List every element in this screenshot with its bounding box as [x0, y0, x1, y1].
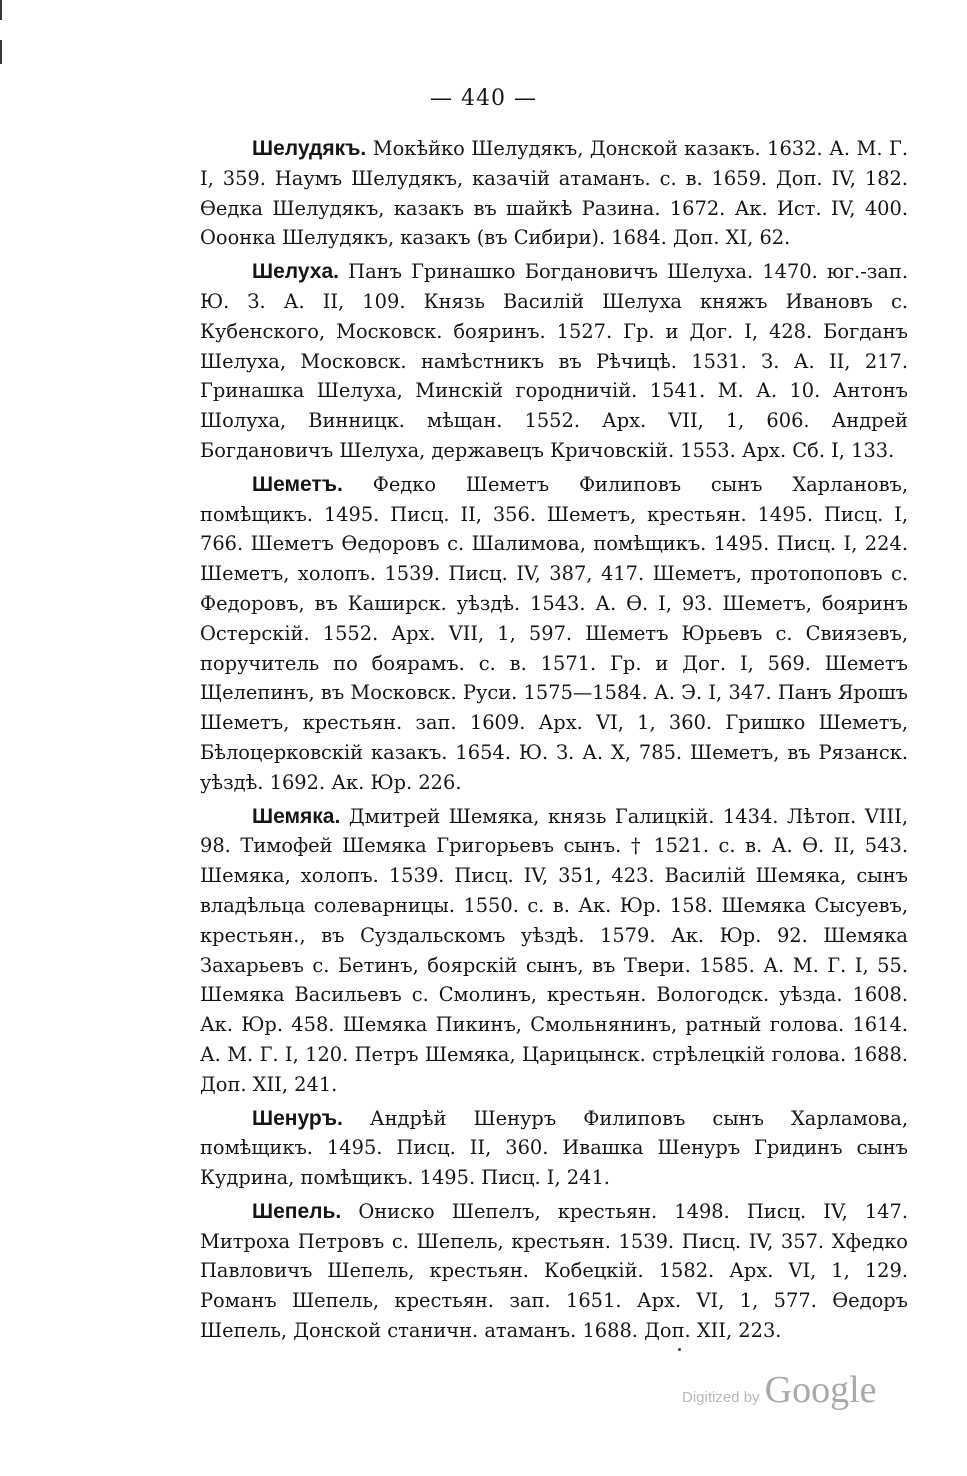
dictionary-entries [200, 134, 908, 1350]
entry-headword: Шенуръ. [252, 1106, 343, 1130]
watermark-logo: Google [764, 1369, 877, 1411]
entry-headword: Шеметъ. [252, 472, 343, 496]
entry-headword: Шелуха. [252, 260, 339, 284]
page-edge-mark [0, 0, 2, 20]
entry-headword: Шелудякъ. [252, 137, 367, 160]
entry-headword: Шепель. [252, 1199, 342, 1223]
ink-speck [678, 1348, 681, 1351]
watermark-prefix: Digitized by [682, 1389, 760, 1406]
dictionary-entry [200, 470, 908, 798]
digitized-watermark [682, 1368, 877, 1412]
entry-headword: Шемяка. [252, 804, 341, 828]
entry-text: Панъ Гринашко Богдановичъ Шелуха. 1470. юг.-зап. Ю. З. А. II, 109. Князь Василій Шелуха княжъ Ивановъ с. Кубенского, Московск. бояринъ. 1527. Гр. и Дог. I, 428. Богданъ Шелуха, Московск. намѣстникъ въ Рѣчицѣ. 1531. З. А. II, 217. Гринашка Шелуха, Минскій городничій. 1541. М. А. 10. Антонъ Шолуха, Винницк. мѣщан. 1552. Арх. VII, 1, 606. Андрей Богдановичъ Шелуха, державецъ Кричовскій. 1553. Арх. Сб. I, 133. [200, 260, 908, 462]
dictionary-entry [200, 134, 908, 253]
page-number: — 440 — [430, 86, 537, 111]
dictionary-entry [200, 1197, 908, 1346]
entry-text: Ониско Шепелъ, крестьян. 1498. Писц. IV, 147. Митроха Петровъ с. Шепель, крестьян. 1539. Писц. IV, 357. Хфедко Павловичъ Шепель, крестьян. Кобецкій. 1582. Арх. VI, 1, 129. Романъ Шепель, крестьян. зап. 1651. Арх. VI, 1, 577. Ѳедоръ Шепель, Донской станичн. атаманъ. 1688. Доп. XII, 223. [200, 1199, 908, 1343]
entry-text: Мокѣйко Шелудякъ, Донской казакъ. 1632. А. М. Г. I, 359. Наумъ Шелудякъ, казачій атаманъ. с. в. 1659. Доп. IV, 182. Ѳедка Шелудякъ, казакъ въ шайкѣ Разина. 1672. Ак. Ист. IV, 400. Ооонка Шелудякъ, казакъ (въ Сибири). 1684. Доп. XI, 62. [200, 137, 908, 250]
dictionary-entry [200, 257, 908, 466]
entry-text: Дмитрей Шемяка, князь Галицкій. 1434. Лѣтоп. VIII, 98. Тимофей Шемяка Григорьевъ сынъ. † 1521. с. в. А. Ѳ. II, 543. Шемяка, холопъ. 1539. Писц. IV, 351, 423. Василій Шемяка, сынъ владѣльца солеварницы. 1550. с. в. Ак. Юр. 158. Шемяка Сысуевъ, крестьян., въ Суздальскомъ уѣздѣ. 1579. Ак. Юр. 92. Шемяка Захарьевъ с. Бетинъ, боярскій сынъ, въ Твери. 1585. А. М. Г. I, 55. Шемяка Васильевъ с. Смолинъ, крестьян. Вологодск. уѣзда. 1608. Ак. Юр. 458. Шемяка Пикинъ, Смольнянинъ, ратный голова. 1614. А. М. Г. I, 120. Петръ Шемяка, Царицынск. стрѣлецкій голова. 1688. Доп. XII, 241. [200, 804, 908, 1096]
dictionary-entry [200, 1104, 908, 1193]
entry-text: Федко Шеметъ Филиповъ сынъ Харлановъ, помѣщикъ. 1495. Писц. II, 356. Шеметъ, крестьян. 1495. Писц. I, 766. Шеметъ Ѳедоровъ с. Шалимова, помѣщикъ. 1495. Писц. I, 224. Шеметъ, холопъ. 1539. Писц. IV, 387, 417. Шеметъ, протопоповъ с. Федоровъ, въ Каширск. уѣздѣ. 1543. А. Ѳ. I, 93. Шеметъ, бояринъ Остерскій. 1552. Арх. VII, 1, 597. Шеметъ Юрьевъ с. Свиязевъ, поручитель по боярамъ. с. в. 1571. Гр. и Дог. I, 569. Шеметъ Щелепинъ, въ Московск. Руси. 1575—1584. А. Э. I, 347. Панъ Ярошъ Шеметъ, крестьян. зап. 1609. Арх. VI, 1, 360. Гришко Шеметъ, Бѣлоцерковскій казакъ. 1654. Ю. З. А. X, 785. Шеметъ, въ Рязанск. уѣздѣ. 1692. Ак. Юр. 226. [200, 472, 908, 794]
entry-text: Андрѣй Шенуръ Филиповъ сынъ Харламова, помѣщикъ. 1495. Писц. II, 360. Ивашка Шенуръ Гридинъ сынъ Кудрина, помѣщикъ. 1495. Писц. I, 241. [200, 1106, 909, 1190]
page-edge-mark [0, 40, 2, 64]
dictionary-entry [200, 802, 908, 1100]
